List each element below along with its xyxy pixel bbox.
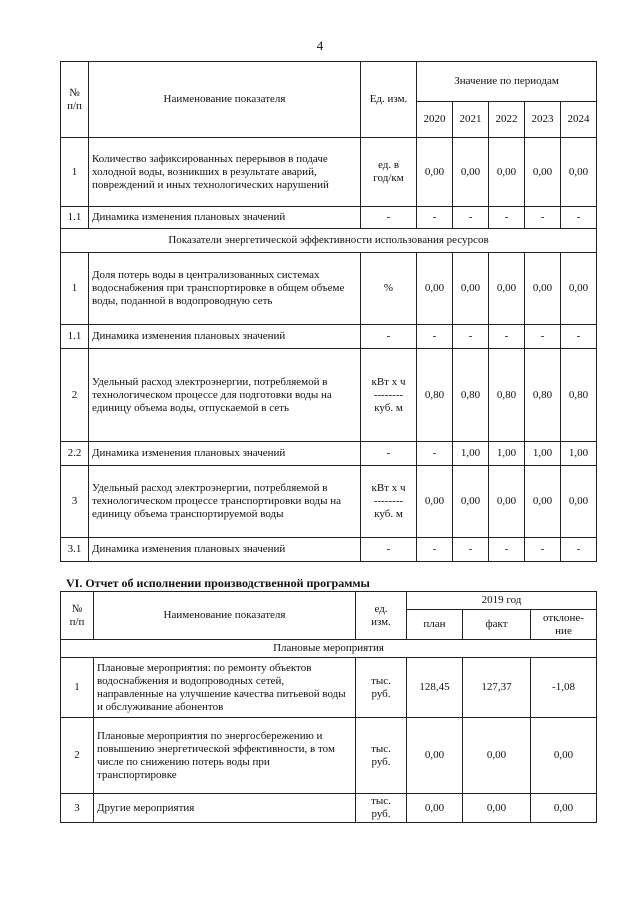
period-value-1: 1,00 [453,442,489,466]
row-name: Плановые мероприятия: по ремонту объектов водоснабжения и водопроводных сетей, направленные на улучшение качества питьевой воды и обслуживание абонентов [94,658,356,718]
table-row [61,253,597,325]
program-section-title: VI. Отчет об исполнении производственной программы [66,576,370,590]
period-value-0: 0,00 [417,466,453,538]
period-value-4: - [561,538,597,562]
unit-line: -------- [373,388,404,401]
period-value-3: - [525,325,561,349]
unit-line: -------- [373,495,404,507]
period-value-4: - [561,207,597,229]
unit-line: кВт х ч [371,375,406,388]
period-value-0: 0,80 [417,349,453,442]
header-year-2023: 2023 [525,102,561,138]
unit-line: - [386,330,391,342]
table-row [61,718,597,794]
unit-line: ед. в [377,159,400,171]
unit-line: тыс. [371,742,391,755]
program-value-2: -1,08 [531,658,597,718]
program-header-num: № п/п [61,592,94,640]
period-value-3: 0,80 [525,349,561,442]
header-year-2021: 2021 [453,102,489,138]
period-value-2: - [489,325,525,349]
row-number: 2 [61,349,89,442]
row-number: 2.2 [61,442,89,466]
row-unit [361,442,417,466]
period-value-3: - [525,538,561,562]
period-value-3: 0,00 [525,253,561,325]
row-name: Динамика изменения плановых значений [89,325,361,349]
row-number: 1 [61,253,89,325]
row-number: 1 [61,658,94,718]
row-number: 1.1 [61,325,89,349]
row-unit [356,658,407,718]
program-header-name: Наименование показателя [94,592,356,640]
table-row [61,138,597,207]
row-unit [361,207,417,229]
row-name: Удельный расход электроэнергии, потребляемой в технологическом процессе транспортировки воды на единицу объема транспортируемой воды [89,466,361,538]
period-value-4: 0,00 [561,253,597,325]
period-value-2: 1,00 [489,442,525,466]
row-name: Динамика изменения плановых значений [89,538,361,562]
table-row [61,794,597,823]
period-value-0: - [417,538,453,562]
period-value-1: - [453,207,489,229]
page-number: 4 [316,38,324,53]
table-row [61,466,597,538]
unit-line: руб. [371,808,391,820]
row-name: Другие мероприятия [94,794,356,823]
unit-line: куб. м [374,401,403,414]
period-value-4: 0,00 [561,466,597,538]
period-value-0: - [417,325,453,349]
section-row [61,229,597,253]
period-value-3: 1,00 [525,442,561,466]
period-value-4: 0,00 [561,138,597,207]
period-value-4: 1,00 [561,442,597,466]
row-unit [356,794,407,823]
row-unit [361,253,417,325]
program-value-1: 0,00 [463,794,531,823]
row-unit [361,138,417,207]
row-number: 1.1 [61,207,89,229]
unit-line: % [383,282,394,294]
unit-line: кВт х ч [371,482,406,494]
section-row [61,640,597,658]
header-num: № п/п [61,62,89,138]
row-unit [361,349,417,442]
table-row [61,442,597,466]
indicators-table [60,61,597,562]
period-value-1: - [453,325,489,349]
period-value-2: 0,80 [489,349,525,442]
row-name: Динамика изменения плановых значений [89,442,361,466]
period-value-0: - [417,442,453,466]
period-value-1: - [453,538,489,562]
unit-line: - [386,447,391,459]
program-col-1: факт [463,610,531,640]
period-value-0: - [417,207,453,229]
period-value-1: 0,00 [453,466,489,538]
row-unit [361,325,417,349]
header-name: Наименование показателя [89,62,361,138]
row-name: Количество зафиксированных перерывов в подаче холодной воды, возникших в результате аварий, повреждений и иных технологических нарушений [89,138,361,207]
row-unit [361,538,417,562]
unit-line: руб. [371,755,391,768]
unit-line: руб. [371,687,391,700]
unit-line: тыс. [371,795,391,807]
period-value-0: 0,00 [417,253,453,325]
program-value-2: 0,00 [531,718,597,794]
program-value-0: 128,45 [407,658,463,718]
unit-line: год/км [373,172,404,184]
period-value-2: 0,00 [489,138,525,207]
table-row [61,658,597,718]
period-value-4: - [561,325,597,349]
program-header-year: 2019 год [407,592,597,610]
table-row [61,349,597,442]
unit-line: тыс. [371,674,391,687]
header-periods: Значение по периодам [417,62,597,102]
period-value-3: - [525,207,561,229]
period-value-1: 0,00 [453,253,489,325]
section-title: Показатели энергетической эффективности использования ресурсов [61,229,597,253]
section-title: Плановые мероприятия [61,640,597,658]
row-name: Плановые мероприятия по энергосбережению и повышению энергетической эффективности, в том числе по снижению потерь воды при транспортировке [94,718,356,794]
period-value-0: 0,00 [417,138,453,207]
program-value-2: 0,00 [531,794,597,823]
header-year-2020: 2020 [417,102,453,138]
row-number: 1 [61,138,89,207]
row-number: 3.1 [61,538,89,562]
program-value-1: 0,00 [463,718,531,794]
header-unit: Ед. изм. [361,62,417,138]
unit-line: - [386,543,391,555]
row-number: 3 [61,466,89,538]
program-value-0: 0,00 [407,794,463,823]
program-value-0: 0,00 [407,718,463,794]
row-unit [361,466,417,538]
table-row [61,325,597,349]
period-value-2: 0,00 [489,466,525,538]
row-number: 2 [61,718,94,794]
row-name: Удельный расход электроэнергии, потребляемой в технологическом процессе для подготовки воды на единицу объема воды, отпускаемой в сеть [89,349,361,442]
program-table [60,591,597,823]
period-value-2: - [489,538,525,562]
row-name: Доля потерь воды в централизованных системах водоснабжения при транспортировке в общем объеме воды, поданной в водопроводную сеть [89,253,361,325]
period-value-4: 0,80 [561,349,597,442]
unit-line: - [386,211,391,223]
program-col-0: план [407,610,463,640]
header-year-2024: 2024 [561,102,597,138]
program-value-1: 127,37 [463,658,531,718]
period-value-2: - [489,207,525,229]
header-year-2022: 2022 [489,102,525,138]
program-col-2: отклоне- ние [531,610,597,640]
table-row [61,538,597,562]
row-name: Динамика изменения плановых значений [89,207,361,229]
table-row [61,207,597,229]
period-value-1: 0,80 [453,349,489,442]
program-header-unit: ед. изм. [356,592,407,640]
unit-line: куб. м [374,508,403,520]
period-value-1: 0,00 [453,138,489,207]
period-value-2: 0,00 [489,253,525,325]
row-number: 3 [61,794,94,823]
row-unit [356,718,407,794]
period-value-3: 0,00 [525,466,561,538]
period-value-3: 0,00 [525,138,561,207]
